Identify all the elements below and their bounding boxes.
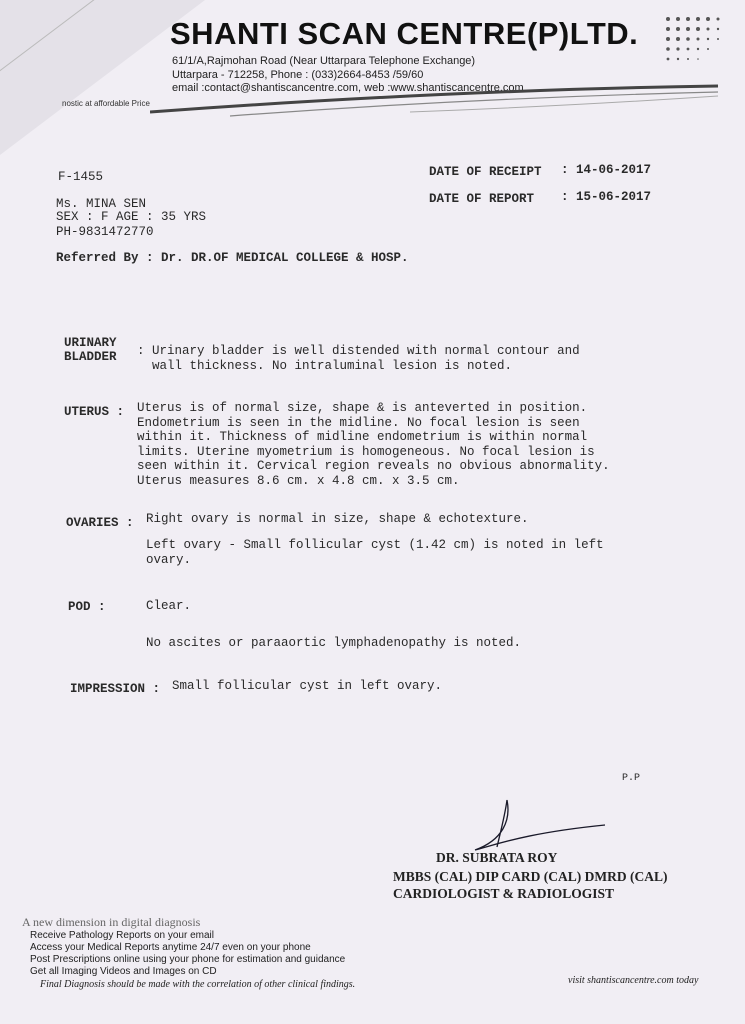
ovaries-label: OVARIES : xyxy=(66,516,134,530)
halftone-dots-decoration xyxy=(663,14,723,74)
footer-item: Access your Medical Reports anytime 24/7 even on your phone xyxy=(30,942,311,953)
doctor-designation: CARDIOLOGIST & RADIOLOGIST xyxy=(393,886,615,901)
patient-phone: PH-9831472770 xyxy=(56,225,154,239)
receipt-date-label: DATE OF RECEIPT xyxy=(429,165,542,179)
footer-item: Receive Pathology Reports on your email xyxy=(30,930,214,941)
referred-by: Referred By : Dr. DR.OF MEDICAL COLLEGE & HOSP. xyxy=(56,251,409,265)
pp-note: P.P xyxy=(622,773,641,784)
tagline-fragment: nostic at affordable Price xyxy=(62,99,150,108)
pod-label: POD : xyxy=(68,600,106,614)
patient-name: Ms. MINA SEN xyxy=(56,197,147,211)
left-ovary-finding: Left ovary - Small follicular cyst (1.42 cm) is noted in left ovary. xyxy=(146,538,604,567)
doctor-name: DR. SUBRATA ROY xyxy=(436,850,558,865)
footer-title: A new dimension in digital diagnosis xyxy=(22,915,201,929)
report-date: : 15-06-2017 xyxy=(561,190,652,204)
address-line-1: 61/1/A,Rajmohan Road (Near Uttarpara Telephone Exchange) xyxy=(172,55,476,67)
bladder-finding: : Urinary bladder is well distended with normal contour and wall thickness. No intraluminal lesion is noted. xyxy=(137,344,580,373)
footer-disclaimer: Final Diagnosis should be made with the correlation of other clinical findings. xyxy=(40,979,356,990)
bladder-label-line1: URINARY xyxy=(64,336,117,350)
contact-line: email :contact@shantiscancentre.com, web :www.shantiscancentre.com xyxy=(172,82,524,94)
patient-sex-age: SEX : F AGE : 35 YRS xyxy=(56,210,207,224)
report-date-label: DATE OF REPORT xyxy=(429,192,535,206)
bladder-label-line2: BLADDER xyxy=(64,350,117,364)
file-number: F-1455 xyxy=(58,170,104,184)
footer-item: Get all Imaging Videos and Images on CD xyxy=(30,966,217,977)
ascites-finding: No ascites or paraaortic lymphadenopathy is noted. xyxy=(146,636,522,650)
receipt-date: : 14-06-2017 xyxy=(561,163,652,177)
right-ovary-finding: Right ovary is normal in size, shape & echotexture. xyxy=(146,512,529,526)
footer-visit: visit shantiscancentre.com today xyxy=(568,975,699,986)
doctor-qualifications: MBBS (CAL) DIP CARD (CAL) DMRD (CAL) xyxy=(393,869,668,884)
uterus-finding: Uterus is of normal size, shape & is anteverted in position. Endometrium is seen in the midline. No focal lesion is seen within it. Thickness of midline endometrium is within normal limits. Uterine myometrium is homogeneous. No focal lesion is seen within it. Cervical region reveals no obvious abnormality. Uterus measures 8.6 cm. x 4.8 cm. x 3.5 cm. xyxy=(137,401,610,488)
impression-label: IMPRESSION : xyxy=(70,682,161,696)
pod-finding: Clear. xyxy=(146,599,192,613)
header-swoosh-decoration xyxy=(150,82,720,122)
uterus-label: UTERUS : xyxy=(64,405,125,419)
company-name: SHANTI SCAN CENTRE(P)LTD. xyxy=(170,16,639,51)
footer-item: Post Prescriptions online using your phone for estimation and guidance xyxy=(30,954,346,965)
address-line-2: Uttarpara - 712258, Phone : (033)2664-8453 /59/60 xyxy=(172,69,424,81)
impression-text: Small follicular cyst in left ovary. xyxy=(172,679,443,693)
